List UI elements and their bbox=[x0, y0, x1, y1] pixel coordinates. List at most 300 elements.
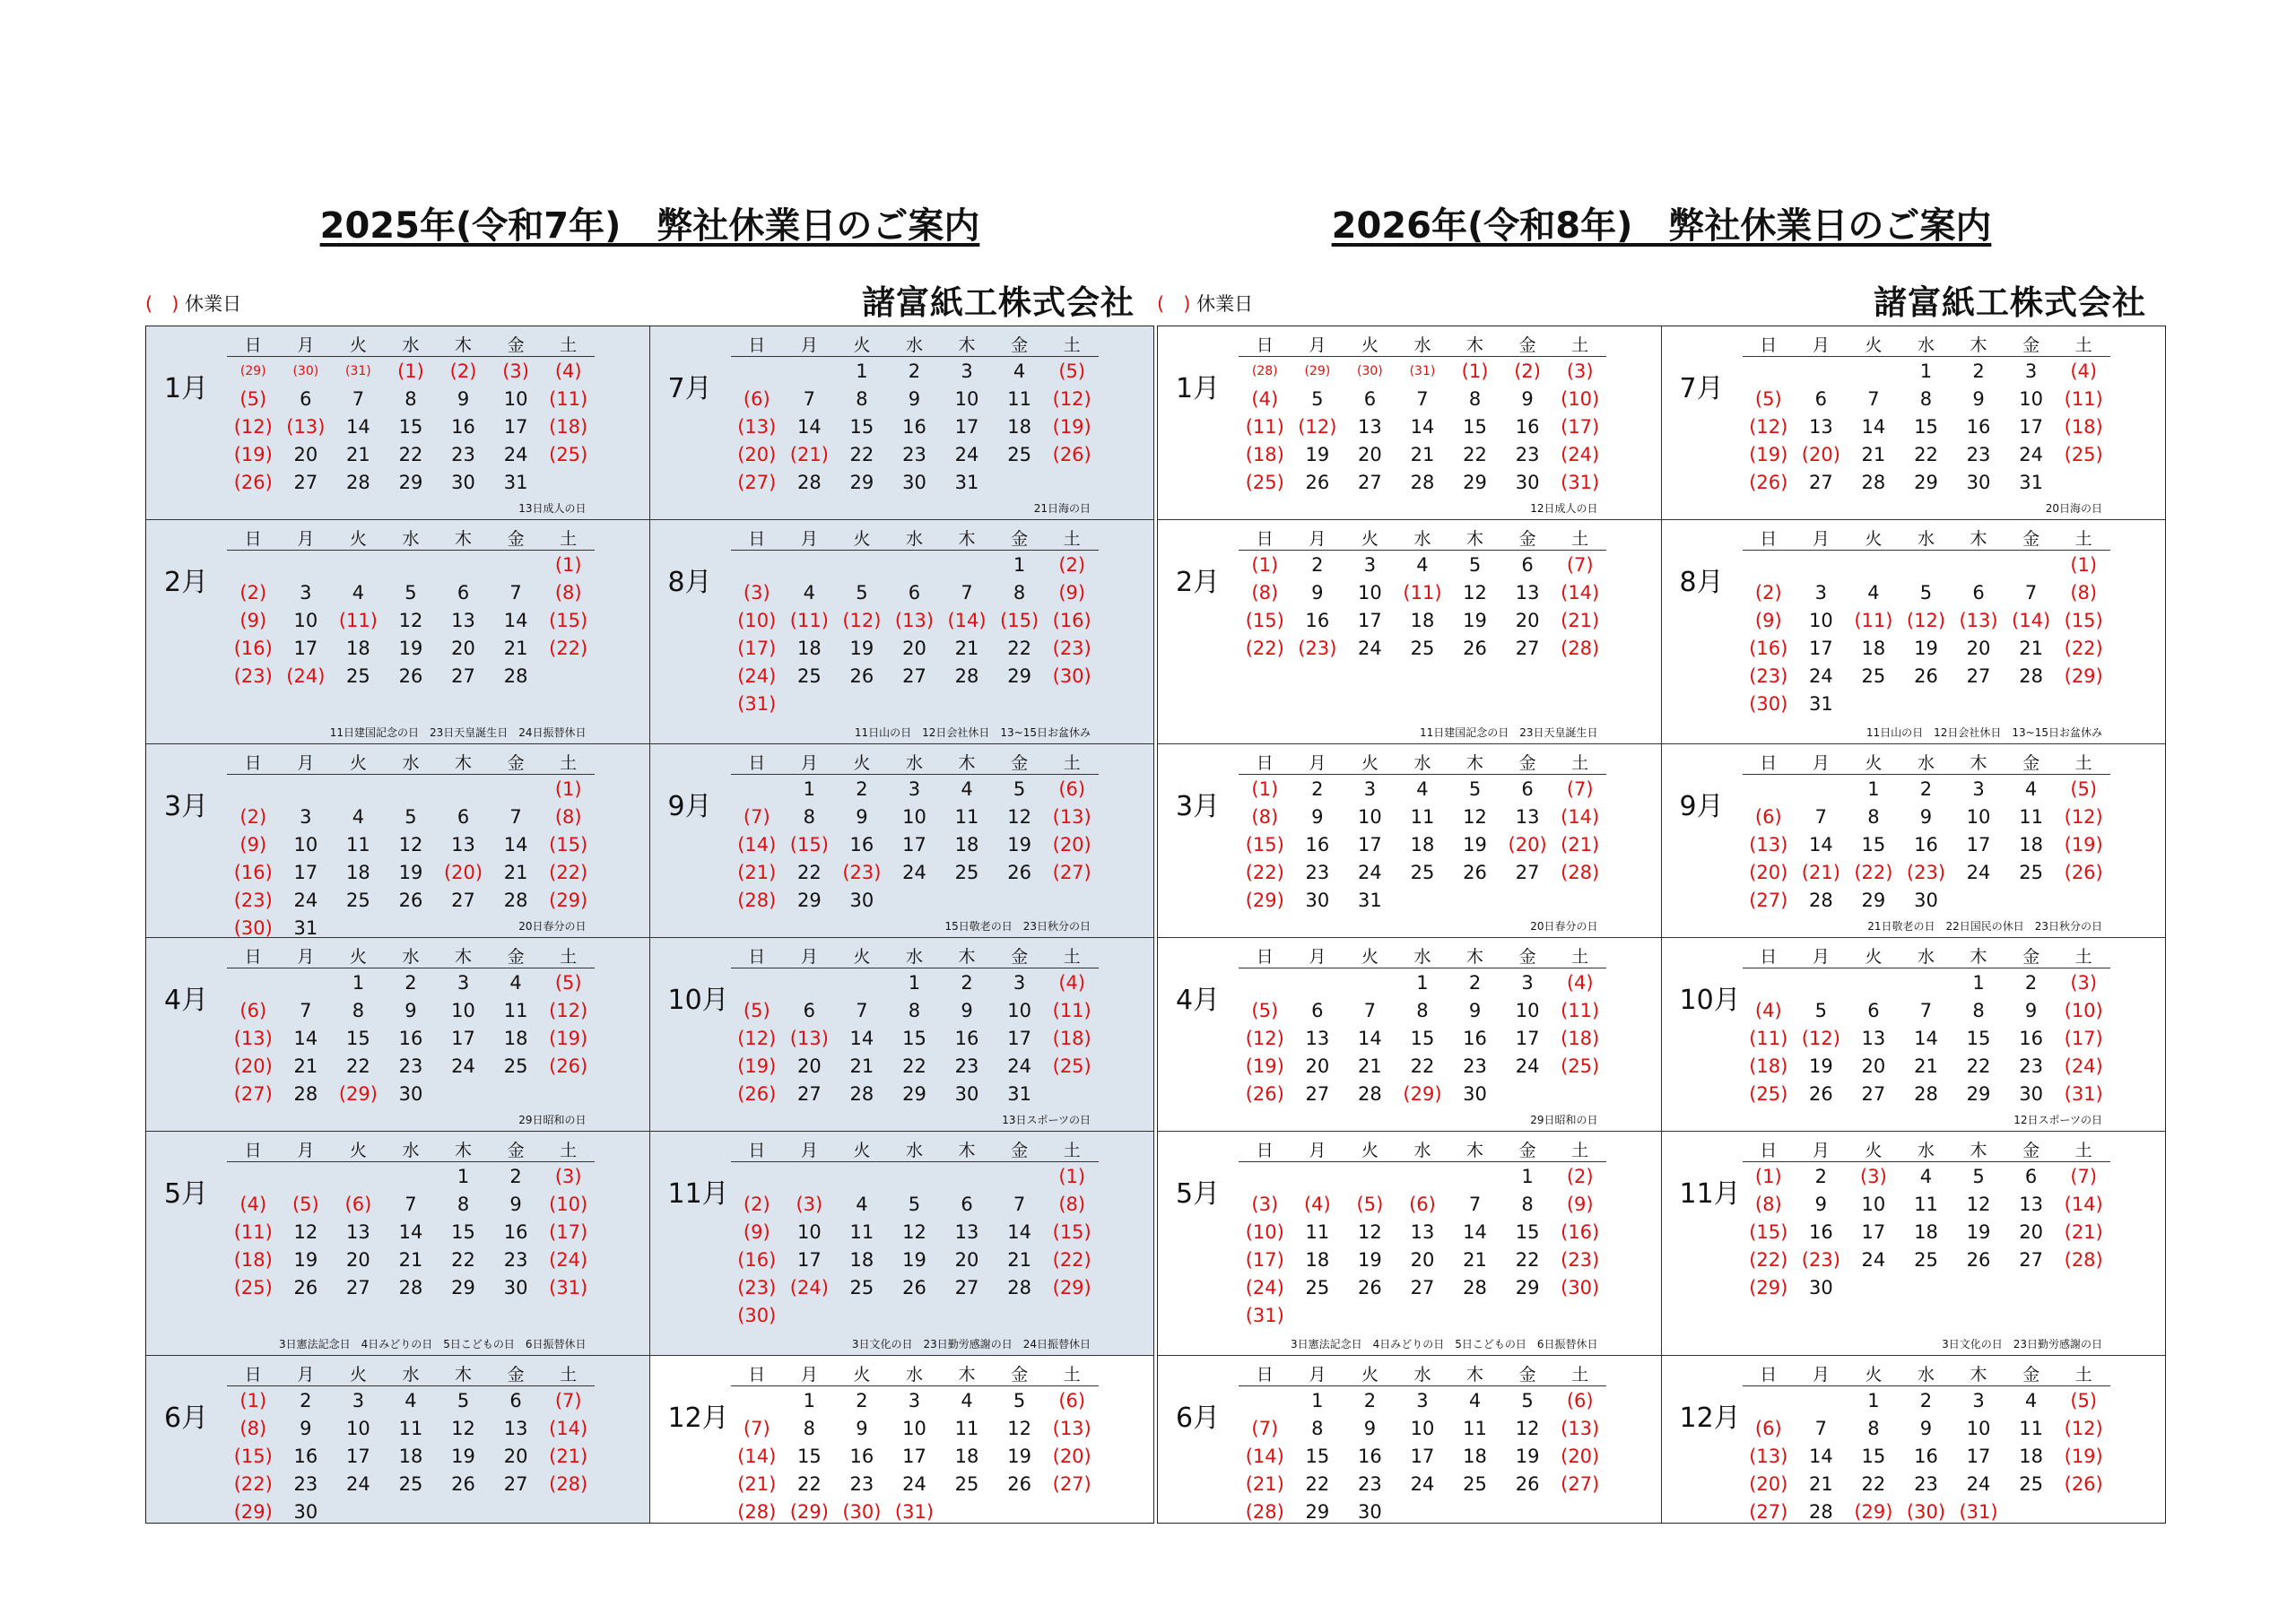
holiday-note: 11日山の日 12日会社休日 13~15日お盆休み bbox=[854, 726, 1091, 739]
day-cell: 22 bbox=[1861, 1472, 1886, 1495]
day-cell: 22 bbox=[796, 1472, 822, 1495]
holiday-note: 29日昭和の日 bbox=[518, 1114, 587, 1126]
day-cell: 25 bbox=[1410, 861, 1435, 883]
day-cell: 25 bbox=[954, 1472, 979, 1495]
holiday-day-cell: (28) bbox=[1561, 861, 1600, 883]
holiday-day-cell: (12) bbox=[2064, 1417, 2103, 1439]
holiday-day-cell: (27) bbox=[1052, 861, 1091, 883]
holiday-day-cell: (12) bbox=[1298, 415, 1337, 438]
holiday-day-cell: (4) bbox=[1754, 999, 1782, 1021]
day-cell: 4 bbox=[352, 805, 365, 828]
holiday-day-cell: (14) bbox=[1245, 1445, 1284, 1467]
month-calendar bbox=[227, 525, 595, 690]
holiday-day-cell: (12) bbox=[2064, 805, 2103, 828]
day-cell: 12 bbox=[1007, 1417, 1031, 1439]
day-cell: 19 bbox=[1966, 1220, 1991, 1243]
day-cell: 1 bbox=[803, 777, 816, 800]
day-cell: 3 bbox=[300, 805, 312, 828]
day-cell: 28 bbox=[849, 1082, 874, 1105]
day-cell: 5 bbox=[1521, 1389, 1534, 1411]
day-cell: 6 bbox=[1521, 777, 1534, 800]
weekday-header: 月 bbox=[1292, 943, 1344, 968]
holiday-day-cell: (16) bbox=[1749, 637, 1788, 659]
panel-subhead bbox=[145, 272, 1154, 326]
day-cell: 9 bbox=[1972, 387, 1985, 410]
day-cell: 25 bbox=[954, 861, 979, 883]
holiday-day-cell: (23) bbox=[1052, 637, 1091, 659]
holiday-day-cell: (22) bbox=[1052, 1248, 1091, 1271]
weekday-header: 火 bbox=[332, 1137, 385, 1162]
holiday-day-cell: (4) bbox=[1058, 971, 1086, 994]
holiday-day-cell: (14) bbox=[549, 1417, 588, 1439]
day-cell bbox=[1448, 1162, 1501, 1191]
day-cell: 3 bbox=[352, 1389, 365, 1411]
day-cell: 21 bbox=[1808, 1472, 1833, 1495]
weekday-header: 土 bbox=[2057, 332, 2110, 357]
day-cell: 25 bbox=[346, 664, 370, 687]
day-cell: 9 bbox=[1919, 805, 1933, 828]
holiday-day-cell: (20) bbox=[1508, 833, 1547, 855]
month-label: 11月 bbox=[1679, 1178, 1741, 1210]
day-cell: 4 bbox=[2024, 777, 2038, 800]
weekday-header: 木 bbox=[941, 943, 994, 968]
day-cell: 6 bbox=[300, 387, 312, 410]
holiday-day-cell: (14) bbox=[2012, 609, 2051, 631]
weekday-header: 土 bbox=[1553, 750, 1606, 775]
holiday-day-cell: (6) bbox=[1058, 777, 1086, 800]
holiday-note: 11日建国記念の日 23日天皇誕生日 bbox=[1419, 726, 1598, 739]
day-cell: 3 bbox=[1972, 1389, 1985, 1411]
month-block bbox=[1158, 326, 1662, 520]
holiday-day-cell: (31) bbox=[549, 1276, 588, 1298]
day-cell: 29 bbox=[1515, 1276, 1540, 1298]
day-cell: 18 bbox=[954, 833, 979, 855]
month-calendar bbox=[731, 1361, 1099, 1525]
day-cell: 3 bbox=[1521, 971, 1534, 994]
holiday-day-cell: (6) bbox=[1409, 1193, 1436, 1215]
day-cell bbox=[1501, 886, 1554, 914]
day-cell: 28 bbox=[1358, 1082, 1382, 1105]
month-calendar bbox=[227, 1137, 595, 1301]
holiday-day-cell: (29) bbox=[2064, 664, 2103, 687]
day-cell: 3 bbox=[457, 971, 470, 994]
weekday-header: 水 bbox=[1396, 1137, 1449, 1162]
day-cell: 22 bbox=[1914, 443, 1938, 465]
day-cell: 15 bbox=[796, 1445, 822, 1467]
weekday-header: 土 bbox=[2057, 1361, 2110, 1386]
day-cell: 20 bbox=[796, 1055, 822, 1077]
day-cell: 31 bbox=[1358, 889, 1382, 911]
day-cell: 5 bbox=[1919, 581, 1933, 604]
day-cell: 2 bbox=[1311, 777, 1324, 800]
day-cell bbox=[385, 775, 438, 803]
holiday-day-cell: (4) bbox=[2070, 360, 2098, 382]
day-cell bbox=[783, 968, 836, 997]
weekday-header: 木 bbox=[941, 1361, 994, 1386]
holiday-day-cell: (19) bbox=[2064, 1445, 2103, 1467]
day-cell: 20 bbox=[503, 1445, 528, 1467]
month-calendar bbox=[1239, 332, 1606, 496]
weekday-header: 火 bbox=[1344, 1137, 1396, 1162]
day-cell: 7 bbox=[1814, 1417, 1828, 1439]
month-calendar bbox=[1743, 750, 2110, 914]
month-block bbox=[1158, 1132, 1662, 1356]
holiday-day-cell: (22) bbox=[2064, 637, 2103, 659]
day-cell bbox=[941, 886, 994, 914]
weekday-header: 月 bbox=[1795, 750, 1848, 775]
holiday-day-cell: (26) bbox=[233, 471, 273, 493]
holiday-note: 15日敬老の日 23日秋分の日 bbox=[944, 920, 1091, 933]
weekday-header: 水 bbox=[385, 1137, 438, 1162]
holiday-day-cell: (5) bbox=[2070, 1389, 2098, 1411]
weekday-header: 土 bbox=[1046, 1361, 1099, 1386]
weekday-header: 金 bbox=[2005, 750, 2057, 775]
day-cell bbox=[731, 968, 784, 997]
day-cell: 19 bbox=[1305, 443, 1330, 465]
holiday-day-cell: (14) bbox=[1561, 805, 1600, 828]
day-cell: 6 bbox=[1867, 999, 1880, 1021]
holiday-day-cell: (18) bbox=[1561, 1027, 1600, 1049]
day-cell: 14 bbox=[503, 833, 528, 855]
day-cell: 4 bbox=[352, 581, 365, 604]
weekday-header: 日 bbox=[731, 525, 784, 551]
holiday-day-cell: (31) bbox=[1245, 1304, 1284, 1326]
holiday-day-cell: (27) bbox=[1749, 889, 1788, 911]
day-cell: 20 bbox=[293, 443, 318, 465]
holiday-day-cell: (23) bbox=[233, 889, 273, 911]
day-cell: 27 bbox=[1305, 1082, 1330, 1105]
day-cell: 8 bbox=[1867, 805, 1880, 828]
day-cell: 20 bbox=[451, 637, 475, 659]
day-cell bbox=[1396, 1301, 1449, 1329]
day-cell: 13 bbox=[451, 833, 475, 855]
holiday-day-cell: (1) bbox=[554, 553, 582, 576]
day-cell: 23 bbox=[1914, 1472, 1938, 1495]
day-cell: 1 bbox=[1311, 1389, 1324, 1411]
day-cell: 15 bbox=[849, 415, 874, 438]
holiday-day-cell: (30) bbox=[1561, 1276, 1600, 1298]
holiday-day-cell: (13) bbox=[737, 415, 777, 438]
day-cell: 22 bbox=[849, 443, 874, 465]
weekday-header: 水 bbox=[385, 943, 438, 968]
day-cell: 14 bbox=[849, 1027, 874, 1049]
holiday-day-cell: (22) bbox=[1749, 1248, 1788, 1271]
month-grid bbox=[1157, 326, 2166, 1524]
day-cell: 18 bbox=[398, 1445, 423, 1467]
holiday-day-cell: (22) bbox=[549, 637, 588, 659]
day-cell: 26 bbox=[902, 1276, 926, 1298]
holiday-day-cell: (1) bbox=[1251, 777, 1279, 800]
day-cell bbox=[1046, 1080, 1099, 1107]
day-cell: 11 bbox=[849, 1220, 874, 1243]
day-cell bbox=[1952, 690, 2005, 717]
day-cell: 9 bbox=[457, 387, 470, 410]
weekday-header: 土 bbox=[1553, 1137, 1606, 1162]
weekday-header: 金 bbox=[993, 1137, 1046, 1162]
holiday-day-cell: (11) bbox=[2064, 387, 2103, 410]
holiday-day-cell: (15) bbox=[1245, 609, 1284, 631]
holiday-day-cell: (11) bbox=[549, 387, 588, 410]
holiday-day-cell: (28) bbox=[737, 889, 777, 911]
day-cell bbox=[888, 551, 941, 579]
day-cell bbox=[490, 775, 543, 803]
day-cell: 9 bbox=[404, 999, 417, 1021]
holiday-day-cell: (24) bbox=[737, 664, 777, 687]
month-calendar bbox=[1239, 1361, 1606, 1525]
holiday-day-cell: (17) bbox=[549, 1220, 588, 1243]
day-cell bbox=[1952, 551, 2005, 579]
holiday-day-cell: (13) bbox=[1052, 805, 1091, 828]
day-cell bbox=[1743, 551, 1796, 579]
holiday-day-cell: (15) bbox=[549, 609, 588, 631]
day-cell bbox=[227, 1162, 280, 1191]
holiday-day-cell: (23) bbox=[1749, 664, 1788, 687]
day-cell: 15 bbox=[1305, 1445, 1330, 1467]
month-label: 8月 bbox=[667, 567, 712, 598]
day-cell: 3 bbox=[1013, 971, 1026, 994]
day-cell: 11 bbox=[1463, 1417, 1487, 1439]
day-cell: 17 bbox=[293, 861, 318, 883]
day-cell: 1 bbox=[908, 971, 921, 994]
month-calendar bbox=[1743, 1137, 2110, 1301]
day-cell bbox=[731, 1386, 784, 1415]
day-cell: 30 bbox=[451, 471, 475, 493]
holiday-day-cell: (25) bbox=[1052, 1055, 1091, 1077]
weekday-header: 水 bbox=[888, 332, 941, 357]
day-cell: 15 bbox=[1914, 415, 1938, 438]
month-calendar bbox=[731, 525, 1099, 717]
day-cell: 25 bbox=[346, 889, 370, 911]
day-cell: 16 bbox=[1808, 1220, 1833, 1243]
company-name: 諸富紙工株式会社 bbox=[862, 283, 1135, 322]
day-cell: 6 bbox=[1311, 999, 1324, 1021]
day-cell: 5 bbox=[856, 581, 868, 604]
day-cell: 5 bbox=[1468, 777, 1482, 800]
holiday-day-cell: (24) bbox=[1245, 1276, 1284, 1298]
month-block bbox=[146, 938, 650, 1132]
holiday-day-cell: (26) bbox=[737, 1082, 777, 1105]
day-cell bbox=[783, 1301, 836, 1329]
weekday-header: 日 bbox=[1239, 1137, 1292, 1162]
weekday-header: 水 bbox=[385, 525, 438, 551]
weekday-header: 火 bbox=[332, 525, 385, 551]
day-cell: 27 bbox=[902, 664, 926, 687]
month-label: 6月 bbox=[1176, 1403, 1221, 1434]
day-cell: 29 bbox=[902, 1082, 926, 1105]
holiday-day-cell: (22) bbox=[1854, 861, 1893, 883]
day-cell: 19 bbox=[1808, 1055, 1833, 1077]
holiday-day-cell: (9) bbox=[743, 1220, 770, 1243]
day-cell bbox=[731, 357, 784, 386]
day-cell: 29 bbox=[1861, 889, 1886, 911]
holiday-day-cell: (27) bbox=[1052, 1472, 1091, 1495]
day-cell: 24 bbox=[1007, 1055, 1031, 1077]
day-cell bbox=[1239, 1386, 1292, 1415]
day-cell: 4 bbox=[961, 777, 973, 800]
day-cell: 12 bbox=[902, 1220, 926, 1243]
day-cell: 11 bbox=[1007, 387, 1031, 410]
day-cell: 19 bbox=[293, 1248, 318, 1271]
day-cell: 26 bbox=[1007, 861, 1031, 883]
weekday-header: 火 bbox=[1344, 332, 1396, 357]
weekday-header: 水 bbox=[888, 1361, 941, 1386]
day-cell: 24 bbox=[1808, 664, 1833, 687]
day-cell: 26 bbox=[849, 664, 874, 687]
day-cell: 10 bbox=[796, 1220, 822, 1243]
weekday-header: 木 bbox=[1952, 332, 2005, 357]
day-cell: 24 bbox=[451, 1055, 475, 1077]
day-cell: 22 bbox=[1305, 1472, 1330, 1495]
day-cell: 9 bbox=[509, 1193, 522, 1215]
day-cell: 15 bbox=[346, 1027, 370, 1049]
day-cell: 27 bbox=[451, 889, 475, 911]
day-cell: 30 bbox=[1305, 889, 1330, 911]
holiday-day-cell: (10) bbox=[737, 609, 777, 631]
holiday-note: 12日成人の日 bbox=[1530, 502, 1598, 515]
weekday-header: 金 bbox=[993, 525, 1046, 551]
day-cell: 4 bbox=[1013, 360, 1026, 382]
day-cell: 19 bbox=[451, 1445, 475, 1467]
holiday-day-cell: (18) bbox=[1052, 1027, 1091, 1049]
weekday-header: 月 bbox=[1292, 750, 1344, 775]
holiday-day-cell: (6) bbox=[1566, 1389, 1594, 1411]
day-cell: 5 bbox=[1311, 387, 1324, 410]
holiday-day-cell: (1) bbox=[554, 777, 582, 800]
day-cell: 10 bbox=[1808, 609, 1833, 631]
holiday-day-cell: (25) bbox=[2064, 443, 2103, 465]
day-cell: 17 bbox=[503, 415, 528, 438]
day-cell: 16 bbox=[1914, 833, 1938, 855]
holiday-day-cell: (11) bbox=[1854, 609, 1893, 631]
day-cell: 17 bbox=[2019, 415, 2043, 438]
month-label: 8月 bbox=[1679, 567, 1724, 598]
holiday-day-cell: (10) bbox=[549, 1193, 588, 1215]
day-cell: 7 bbox=[2024, 581, 2038, 604]
weekday-header: 月 bbox=[783, 332, 836, 357]
holiday-day-cell: (28) bbox=[2064, 1248, 2103, 1271]
holiday-day-cell: (3) bbox=[502, 360, 529, 382]
weekday-header: 水 bbox=[888, 1137, 941, 1162]
weekday-header: 土 bbox=[542, 1361, 595, 1386]
holiday-day-cell: (29) bbox=[1854, 1500, 1893, 1523]
day-cell bbox=[1952, 1273, 2005, 1301]
holiday-day-cell: (11) bbox=[1749, 1027, 1788, 1049]
legend-text: 休業日 bbox=[185, 293, 242, 315]
holiday-day-cell: (1) bbox=[239, 1389, 267, 1411]
day-cell: 26 bbox=[1966, 1248, 1991, 1271]
day-cell bbox=[1900, 968, 1952, 997]
day-cell bbox=[1292, 968, 1344, 997]
day-cell: 23 bbox=[1305, 861, 1330, 883]
day-cell: 16 bbox=[2019, 1027, 2043, 1049]
day-cell: 10 bbox=[902, 1417, 926, 1439]
panel-title: 2026年(令和8年) 弊社休業日のご案内 bbox=[1331, 205, 1992, 247]
holiday-day-cell: (23) bbox=[737, 1276, 777, 1298]
day-cell bbox=[490, 551, 543, 579]
day-cell: 20 bbox=[1305, 1055, 1330, 1077]
day-cell bbox=[1501, 1498, 1554, 1525]
day-cell: 1 bbox=[856, 360, 868, 382]
day-cell: 11 bbox=[398, 1417, 423, 1439]
day-cell bbox=[1448, 1498, 1501, 1525]
holiday-day-cell: (31) bbox=[2064, 1082, 2103, 1105]
holiday-day-cell: (23) bbox=[1298, 637, 1337, 659]
day-cell: 30 bbox=[1515, 471, 1540, 493]
weekday-header: 金 bbox=[2005, 1137, 2057, 1162]
holiday-day-cell: (11) bbox=[1245, 415, 1284, 438]
weekday-header: 金 bbox=[1501, 750, 1554, 775]
holiday-day-cell: (5) bbox=[1754, 387, 1782, 410]
day-cell: 16 bbox=[1305, 833, 1330, 855]
day-cell: 6 bbox=[1814, 387, 1828, 410]
weekday-header: 木 bbox=[1448, 525, 1501, 551]
day-cell: 24 bbox=[346, 1472, 370, 1495]
weekday-header: 月 bbox=[1795, 943, 1848, 968]
day-cell: 10 bbox=[1358, 805, 1382, 828]
month-label: 6月 bbox=[164, 1403, 209, 1434]
day-cell: 2 bbox=[1311, 553, 1324, 576]
holiday-day-cell: (8) bbox=[1058, 1193, 1086, 1215]
day-cell bbox=[1046, 1498, 1099, 1525]
weekday-header: 木 bbox=[1448, 1137, 1501, 1162]
holiday-note: 3日憲法記念日 4日みどりの日 5日こどもの日 6日振替休日 bbox=[278, 1338, 587, 1350]
day-cell bbox=[1553, 1498, 1606, 1525]
holiday-day-cell: (15) bbox=[1000, 609, 1039, 631]
day-cell: 8 bbox=[803, 1417, 816, 1439]
holiday-day-cell: (12) bbox=[1749, 415, 1788, 438]
day-cell: 2 bbox=[1814, 1165, 1828, 1187]
day-cell: 11 bbox=[954, 805, 979, 828]
day-cell: 17 bbox=[1358, 833, 1382, 855]
weekday-header: 水 bbox=[1396, 750, 1449, 775]
day-cell: 8 bbox=[803, 805, 816, 828]
day-cell: 12 bbox=[1515, 1417, 1540, 1439]
weekday-header: 日 bbox=[1239, 1361, 1292, 1386]
holiday-day-cell: (21) bbox=[1561, 609, 1600, 631]
day-cell bbox=[2005, 551, 2057, 579]
holiday-day-cell: (16) bbox=[1561, 1220, 1600, 1243]
month-calendar bbox=[1743, 332, 2110, 496]
day-cell: 4 bbox=[404, 1389, 417, 1411]
holiday-day-cell: (15) bbox=[2064, 609, 2103, 631]
day-cell: 25 bbox=[2019, 1472, 2043, 1495]
day-cell: 13 bbox=[1410, 1220, 1435, 1243]
day-cell bbox=[888, 1162, 941, 1191]
holiday-day-cell: (28) bbox=[1561, 637, 1600, 659]
weekday-header: 日 bbox=[731, 750, 784, 775]
day-cell: 31 bbox=[293, 916, 318, 939]
day-cell bbox=[731, 551, 784, 579]
day-cell: 14 bbox=[1463, 1220, 1487, 1243]
month-label: 3月 bbox=[1176, 791, 1221, 822]
weekday-header: 金 bbox=[490, 943, 543, 968]
day-cell bbox=[1848, 690, 1900, 717]
day-cell: 12 bbox=[1463, 805, 1487, 828]
holiday-day-cell: (9) bbox=[1754, 609, 1782, 631]
day-cell bbox=[731, 775, 784, 803]
holiday-day-cell: (18) bbox=[1749, 1055, 1788, 1077]
weekday-header: 木 bbox=[437, 332, 490, 357]
day-cell: 5 bbox=[1814, 999, 1828, 1021]
day-cell: 7 bbox=[1013, 1193, 1026, 1215]
month-block bbox=[1662, 1132, 2166, 1356]
day-cell: 5 bbox=[404, 805, 417, 828]
day-cell: 29 bbox=[451, 1276, 475, 1298]
weekday-header: 水 bbox=[1396, 525, 1449, 551]
holiday-day-cell: (20) bbox=[1749, 861, 1788, 883]
day-cell: 4 bbox=[856, 1193, 868, 1215]
weekday-header: 金 bbox=[1501, 1137, 1554, 1162]
